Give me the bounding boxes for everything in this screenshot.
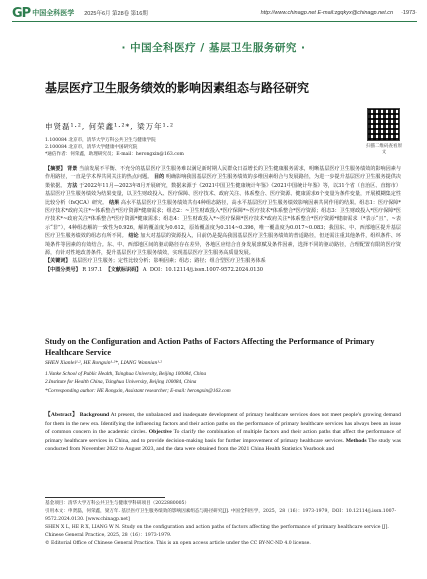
background-label: 背景: [67, 166, 78, 172]
methods-en-label: Methods: [345, 437, 367, 444]
affiliations-cn: [45, 137, 184, 158]
affiliations-en: [45, 370, 231, 395]
affiliation-line: 1.100084 北京市，清华大学万科公共卫生与健康学院: [45, 138, 156, 143]
keywords-label: 【关键词】: [45, 258, 71, 265]
background-en-text: At present, the unbalanced and inadequate development of primary healthcare services does not meet people's growing demand for them in the new era. Identifying the influencing factors and their action paths on the performance of primary healthcare services has always been an issue of common concern in the academic circles.: [45, 412, 401, 436]
qr-code-icon[interactable]: [367, 108, 400, 141]
corresponding-author-en: *Corresponding author: HE Rongxin, Assistant researcher; E-mail: herongxin@163.com: [45, 387, 231, 394]
methods-en-text: The study was conducted from November 2022 to August 2023, and the data were obtained from the 2021 China Health Statistics Yearbook and: [45, 437, 401, 453]
abstract-en-label: 【Abstract】: [45, 412, 78, 418]
journal-header: [12, 5, 417, 21]
journal-url[interactable]: http://www.chinagp.net E-mail:zgqkyx@chinagp.net.cn: [260, 10, 394, 16]
affiliation-line: 2.100084 北京市，清华大学健康中国研究院: [45, 145, 138, 150]
article-title-cn: 基层医疗卫生服务绩效的影响因素组态与路径研究: [45, 81, 310, 95]
affiliation-line-en: 2.Institute for Health China, Tsinghua University, Beijing 100084, China: [45, 379, 197, 386]
methods-text: 于2022年11月—2023年8月开展研究，数据来源于《2021中国卫生健康统计年鉴》《2021中国统计年鉴》等，以31个省（自治区、直辖市）基层医疗卫生服务绩效为结果变量，以卫生财政投入、医疗保障、医疗技术、政府关注、体系整合、医疗资源、健康需求6个变量为条件变量，开展模糊集定性比较分析（fsQCA）研究。: [45, 182, 401, 206]
header-divider: [12, 21, 417, 22]
methods-label: 方法: [67, 182, 78, 189]
conclusion-label: 结论: [128, 233, 139, 240]
background-text: 当前发展不平衡、不充分的基层医疗卫生服务难以满足新时期人民群众日益增长的卫生健康服务需求，明晰基层医疗卫生服务绩效的影响因素与作用路径，一直是学术界共同关注的热点问题。: [45, 166, 401, 181]
affiliation-line-en: 1.Vanke School of Public Health, Tsinghua University, Beijing 100084, China: [45, 371, 207, 377]
page-number: ·1973·: [401, 10, 417, 16]
copyright-note: © Editorial Office of Chinese General Practice. This is an open access article under the CC BY-NC-ND 4.0 license.: [45, 541, 311, 546]
conclusion-text: 加大对基层的资源投入，目前仍是提高我国基层医疗卫生服务绩效的普适路径，但还需注重其他条件，组织条件、环境条件等因素的有效结合。东、中、西部地区间的驱动路径存在差异，各地区应结合自身发展禀赋及条件因素，选择不同的驱动路径，合理配置有限的医疗资源，有针对性地改善条件，提升基层医疗卫生服务绩效，实现基层医疗卫生服务高质量发展。: [45, 233, 401, 257]
results-label: 结果: [108, 199, 120, 206]
document-code-label: 【文献标识码】: [105, 266, 142, 273]
document-code: A: [142, 266, 147, 273]
doi[interactable]: DOI：10.12114/j.issn.1007-9572.2024.0130: [149, 266, 263, 273]
qr-caption: 扫描二维码查看原文: [366, 144, 402, 155]
journal-logo: [12, 6, 74, 21]
background-en-label: Background: [79, 412, 110, 418]
classification-label: 【中图分类号】: [45, 266, 81, 273]
citation-en: SHEN X L, HE R X, LIANG W N. Study on the configuration and action paths of factors affecting the performance of primary healthcare service [J]. Chinese General Practice, 2025, 28（16）：1973-1979.: [45, 525, 389, 538]
objective-text: 明确影响我国基层医疗卫生服务绩效的多维因素组合与发展路径，为进一步提升基层医疗卫生服务提供决策依据。: [45, 174, 401, 189]
authors-cn: 申贤磊¹·², 何荣鑫¹·²*, 梁万年¹·²: [45, 122, 174, 131]
objective-label: 目的: [153, 174, 165, 181]
section-banner: · 中国全科医疗 / 基层卫生服务研究 ·: [121, 42, 306, 54]
issue-info: 2025年6月 第28卷 第16期: [84, 11, 148, 17]
abstract-en: [45, 411, 401, 454]
footer-divider: [45, 497, 165, 498]
authors-en: SHEN Xianlei¹·², HE Rongxin¹·²*, LIANG Wannian¹·²: [45, 360, 162, 366]
results-text: 高水平基层医疗卫生服务绩效共有4种组态路径，高水平基层医疗卫生服务绩效影响因素共同作用的结果。组态1：医疗保障*医疗技术*政府关注*~体系整合*医疗资源*健康需求；组态2：~卫生财政投入*医疗保障*~医疗技术*体系整合*医疗资源；组态3：卫生财政投入*医疗保障*医疗技术*~政府关注*体系整合*医疗资源*健康需求；组态4：卫生财政投入*~医疗保障*医疗技术*政府关注*体系整合*医疗资源*健康需求（*表示“且”，~表示“非”），4种组态解的一致性为0.926，解的覆盖度为0.612，原始覆盖度为0.314~0.396，唯一覆盖度为0.017~0.083；我国东、中、西部地区提升基层医疗卫生服务绩效的组态有所不同。: [45, 199, 401, 240]
objective-en-text: To clarify the combination of multiple factors and their action paths that affect the performance of primary healthcare services in China, and to provide decision-making basis for further improvement of primary healthcare services.: [45, 429, 401, 444]
corresponding-author-line: *通信作者：何荣鑫，助理研究员；E-mail：herongxin@163.com: [45, 152, 184, 157]
funding-note: 基金项目：清华大学万科公共卫生与健康学科研项目（2022880005）: [45, 501, 190, 506]
objective-en-label: Objective: [148, 429, 172, 436]
keywords-text: 基层医疗卫生服务；定性比较分析；影响因素；组态；路径；组合型医疗卫生服务体系: [72, 258, 266, 265]
logo-mark: GP: [12, 5, 31, 21]
classification-code: R 197.1: [82, 266, 103, 273]
article-title-en: Study on the Configuration and Action Paths of Factors Affecting the Performance of Primary Healthcare Service: [45, 337, 375, 357]
abstract-label: 【摘要】: [45, 166, 66, 172]
citation-cn: 引用本文：申贤磊，何荣鑫，梁万年. 基层医疗卫生服务绩效的影响因素组态与路径研究[J]. 中国全科医学，2025，28（16）：1973-1979，DOI：10.12114/j.issn.1007-9572.2024.0130. [www.chinagp.net]: [45, 509, 397, 522]
logo-text: 中国全科医学: [32, 9, 75, 17]
footnotes: [45, 500, 401, 548]
abstract-cn: [45, 165, 401, 274]
